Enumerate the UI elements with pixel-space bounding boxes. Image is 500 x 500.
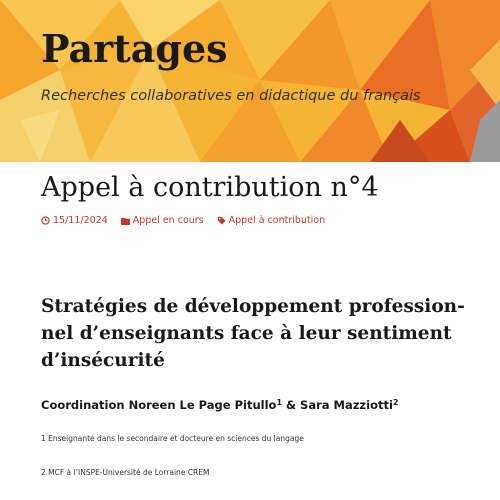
article-title-line: d’insécurité — [41, 350, 165, 371]
article-title-line: Stratégies de développement profession- — [41, 296, 465, 317]
tag-icon — [217, 216, 226, 225]
clock-icon — [41, 216, 50, 225]
footnote-ref-2[interactable]: 2 — [392, 398, 399, 407]
footnote-2: 2 MCF à l’INSPE-Université de Lorraine CREM — [41, 468, 210, 477]
header-banner — [0, 0, 500, 162]
footnote-ref-1[interactable]: 1 — [276, 398, 283, 407]
entry-tag-link[interactable] — [217, 215, 325, 226]
coordination-names: Coordination Noreen Le Page Pitullo — [41, 398, 277, 412]
entry-date-link[interactable] — [41, 215, 108, 226]
banner-pattern — [0, 0, 500, 162]
article-title — [41, 293, 465, 374]
entry-category: Appel en cours — [132, 215, 204, 226]
coordination-joiner: & Sara Mazziotti — [282, 398, 393, 412]
entry-category-link[interactable] — [121, 215, 204, 226]
entry-meta — [41, 215, 325, 226]
site-description: Recherches collaboratives en didactique du français — [41, 88, 421, 104]
entry-tag: Appel à contribution — [228, 215, 326, 226]
entry-title: Appel à contribution n°4 — [41, 172, 379, 203]
folder-icon — [121, 217, 130, 225]
footnote-1: 1 Enseignante dans le secondaire et docteure en sciences du langage — [41, 434, 304, 443]
entry-date: 15/11/2024 — [53, 215, 108, 226]
site-title[interactable]: Partages — [41, 26, 228, 71]
article-title-line: nel d’enseignants face à leur sentiment — [41, 323, 452, 344]
coordination-line — [41, 398, 398, 412]
